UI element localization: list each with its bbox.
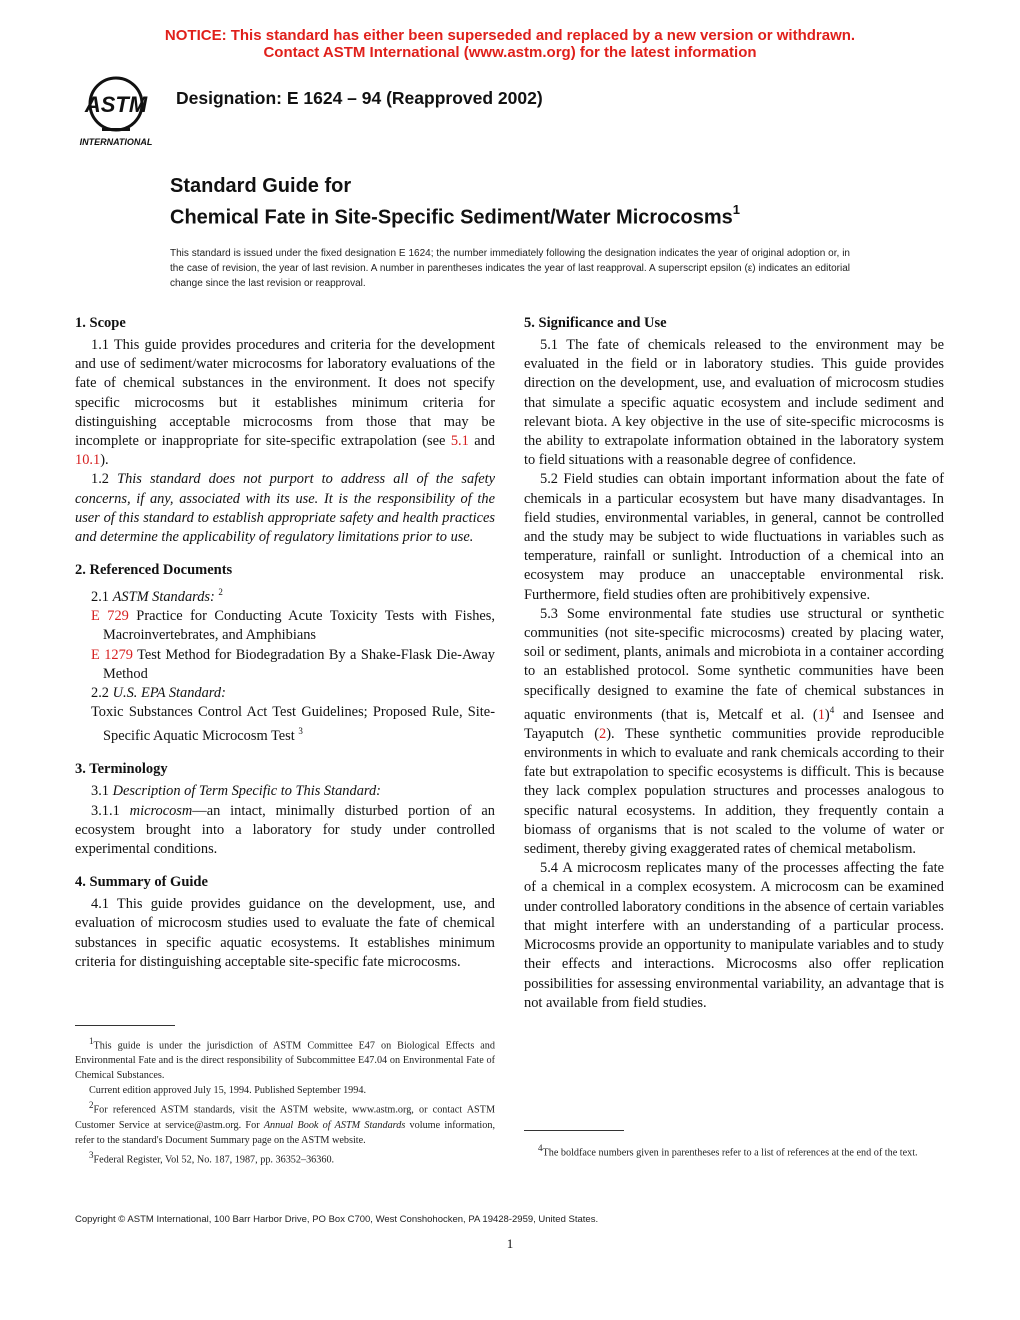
footnote-1b: Current edition approved July 15, 1994. Published September 1994.: [89, 1085, 367, 1097]
footnote-2: $^2$For referenced ASTM standards, visit the ASTM website, www.astm.org, or contact ASTM Customer Service at service@astm.org. For Annual Book of ASTM Standards volume information, refer to the standard's Document Summary page on the ASTM website.: [75, 1100, 495, 1146]
title-line-2: Chemical Fate in Site-Specific Sediment/Water Microcosms: [170, 206, 733, 229]
section-3-heading: 3. Terminology: [75, 761, 168, 778]
link-ref-2[interactable]: 2: [598, 725, 607, 742]
footnote-rule-left: [75, 1025, 175, 1026]
title-line-1: Standard Guide for: [170, 175, 352, 197]
link-e1279[interactable]: E 1279: [91, 646, 133, 663]
footnote-1: $^1$This guide is under the jurisdiction of ASTM Committee E47 on Biological Effects and Environmental Fate and is the direct responsibility of Subcommittee E47.04 on Environmental Fate of Chemical Substances.: [75, 1036, 495, 1082]
link-e729[interactable]: E 729: [91, 608, 129, 625]
footnotes-right: [524, 1141, 944, 1160]
link-10-1[interactable]: 10.1: [75, 452, 101, 469]
footnote-rule-right: [524, 1130, 624, 1131]
ref-e729: E 729 Practice for Conducting Acute Toxicity Tests with Fishes, Macroinvertebrates, and Amphibians: [91, 608, 495, 644]
link-5-1[interactable]: 5.1: [450, 433, 469, 450]
para-3-1-1: 3.1.1 microcosm—an intact, minimally disturbed portion of an ecosystem brought into a laboratory for study under controlled experimental conditions.: [75, 802, 495, 858]
title-footnote-mark: 1: [732, 202, 740, 217]
notice-line-2: Contact ASTM International (www.astm.org) for the latest information: [263, 44, 757, 61]
section-1-heading: 1. Scope: [75, 315, 126, 331]
designation: Designation: E 1624 – 94 (Reapproved 2002): [176, 88, 543, 108]
section-5-heading: 5. Significance and Use: [524, 315, 667, 331]
notice-line-1: NOTICE: This standard has either been superseded and replaced by a new version or withdrawn.: [164, 27, 856, 44]
para-5-3: 5.3 Some environmental fate studies use structural or synthetic communities (not site-specific microcosms) created by placing water, soil or sediment, plants, animals and microbiota in a container according to an established protocol. Some synthetic communities have been specifically designed to examine the fate of chemical substances in aquatic environments (that is, Metcalf et al. $(1)^4$ and Isensee and Tayaputch (2). These synthetic communities provide reproducible environments in which to evaluate and rank chemicals according to their fate but extrapolation to specific ecosystems is difficult. This is because they lack complex population structures and processes analogous to specific natural ecosystems. In addition, they frequently contain a biomass of organisms that is not scaled to the volume of water or sediment, thereby giving exaggerated rates of chemical metabolism.: [524, 605, 944, 858]
logo-text: ASTM: [84, 92, 148, 117]
right-column: [524, 314, 944, 1013]
para-1-2: 1.2 This standard does not purport to address all of the safety concerns, if any, associated with its use. It is the responsibility of the user of this standard to establish appropriate safety and health practices and determine the applicability of regulatory limitations prior to use.: [75, 471, 495, 546]
ref-e1279: E 1279 Test Method for Biodegradation By a Shake-Flask Die-Away Method: [91, 646, 495, 682]
left-column: [75, 314, 495, 972]
section-2-heading: 2. Referenced Documents: [75, 562, 233, 579]
ref-epa: Toxic Substances Control Act Test Guidelines; Proposed Rule, Site-Specific Aquatic Microcosm Test $^3$: [91, 704, 495, 745]
para-3-1: 3.1 Description of Term Specific to This Standard:: [91, 783, 381, 800]
para-5-2: 5.2 Field studies can obtain important information about the fate of chemicals in a particular ecosystem but have many disadvantages. In field studies, environmental variables, in general, cannot be controlled and the study may be subject to wide fluctuations in variables such as temperature, rainfall or sunlight. Introduction of a chemical into an ecosystem may produce an unacceptable environmental risk. Furthermore, field studies often are prohibitively expensive.: [524, 471, 944, 603]
para-2-2: 2.2 U.S. EPA Standard:: [91, 685, 226, 702]
para-2-1: 2.1 ASTM Standards: $^2$: [91, 587, 223, 606]
issued-note: This standard is issued under the fixed designation E 1624; the number immediately following the designation indicates the year of original adoption or, in the case of revision, the year of last revision. A number in parentheses indicates the year of last reapproval. A superscript epsilon (ε) indicates an editorial change since the last revision or reapproval.: [170, 248, 850, 289]
document-title: [170, 174, 740, 231]
para-4-1: 4.1 This guide provides guidance on the development, use, and evaluation of microcosm studies used to evaluate the fate of chemical substances in specific aquatic ecosystems. It establishes minimum criteria for distinguishing acceptable site-specific fate microcosms.: [75, 896, 495, 970]
logo-subtext: INTERNATIONAL: [79, 137, 153, 147]
footnote-3: $^3$Federal Register, Vol 52, No. 187, 1987, pp. 36352–36360.: [89, 1149, 335, 1166]
section-4-heading: 4. Summary of Guide: [75, 874, 208, 891]
copyright: Copyright © ASTM International, 100 Barr Harbor Drive, PO Box C700, West Conshohocken, PA 19428-2959, United States.: [75, 1214, 599, 1225]
notice-banner: [0, 27, 1020, 61]
para-5-1: 5.1 The fate of chemicals released to the environment may be evaluated in the field or in laboratory studies. This guide provides direction on the development, use, and evaluation of microcosm studies that simulate a specific aquatic ecosystem and include sediment and relevant biota. A key objective in the use of site-specific microcosms is the ability to extrapolate information obtained in the laboratory system to field situations with a reasonable degree of confidence.: [524, 337, 944, 469]
para-5-4: 5.4 A microcosm replicates many of the processes affecting the fate of a chemical in a complex ecosystem. A microcosm can be examined under controlled laboratory conditions in the absence of certain variables that might interfere with an understanding of a particular process. Microcosms provide an opportunity to manipulate variables and to study their effects and interactions. Microcosms also offer replication possibilities for assessing environmental variability, an advantage that is not available from field studies.: [524, 860, 944, 1011]
para-1-1: 1.1 This guide provides procedures and criteria for the development and use of sediment/water microcosms for laboratory evaluations of the fate of chemical substances in the environment. It does not specify specific microcosms but it establishes minimum criteria for distinguishing acceptable microcosms from those that may be incomplete or inappropriate for site-specific extrapolation (see 5.1 and 10.1).: [75, 337, 495, 469]
page-number: 1: [506, 1236, 514, 1251]
link-ref-1[interactable]: 1: [817, 706, 825, 723]
footnote-4: $^4$The boldface numbers given in parentheses refer to a list of references at the end of the text.: [538, 1143, 918, 1159]
footnotes-left: [75, 1034, 495, 1167]
astm-logo-icon: [72, 76, 160, 148]
